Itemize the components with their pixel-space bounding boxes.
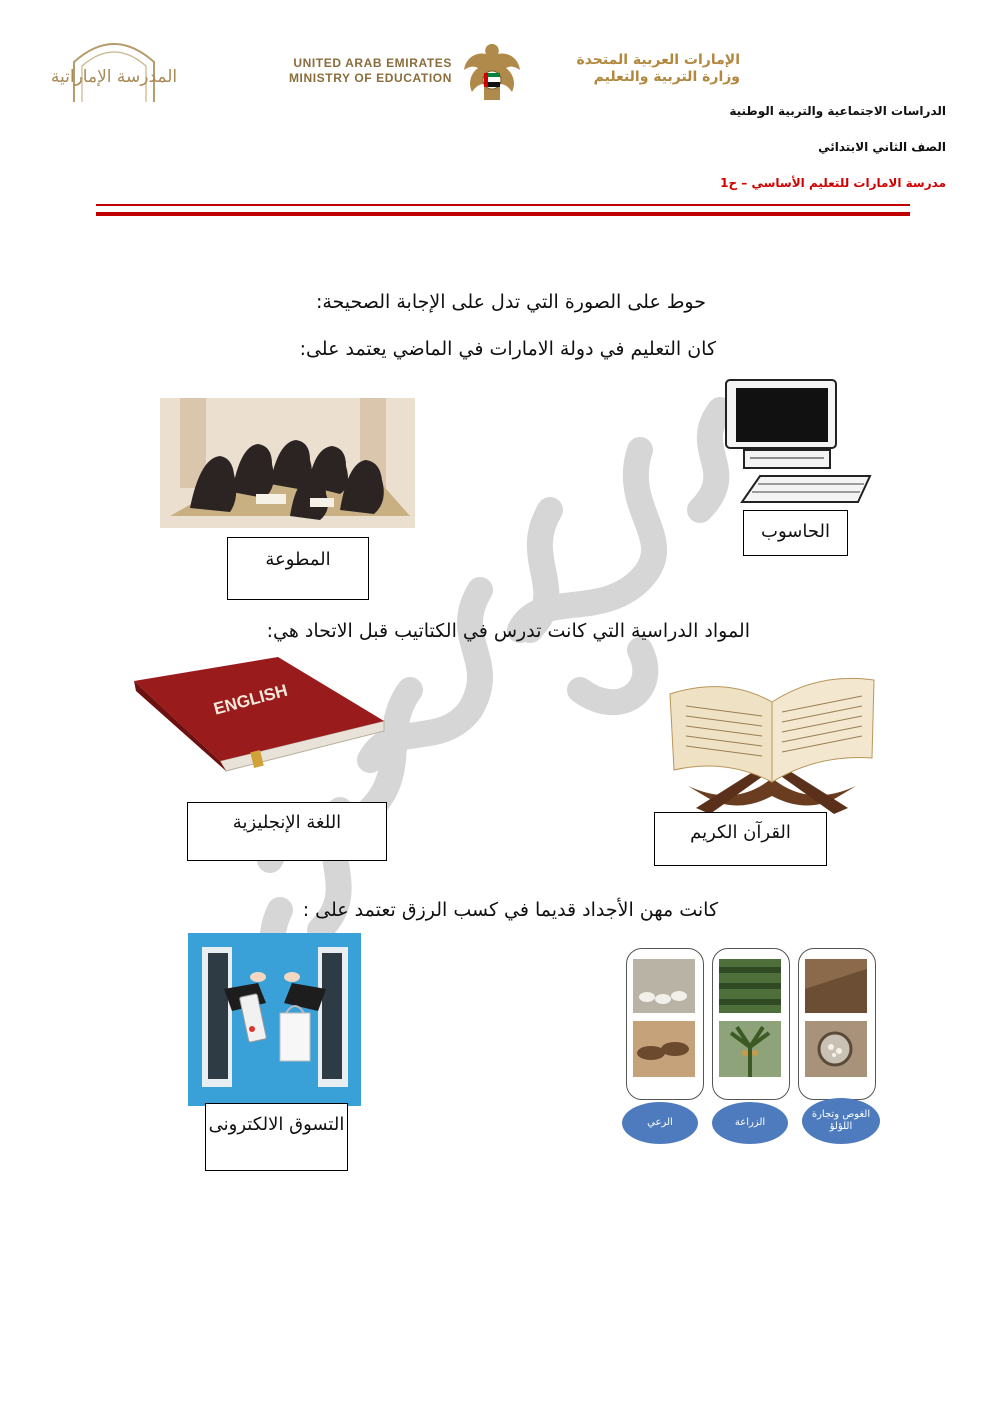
mutawaa-class-image[interactable] (160, 398, 415, 528)
option-eshopping-box[interactable] (205, 1103, 348, 1171)
ministry-ar-line-1: الإمارات العربية المتحدة (576, 52, 740, 68)
school-logo (50, 32, 178, 104)
option-eshopping-label: التسوق الالكترونى (208, 1114, 345, 1135)
school-logo-text: المدرسة الإماراتية (50, 67, 178, 87)
uae-emblem-icon (460, 40, 524, 104)
computer-image[interactable] (720, 378, 876, 506)
traditional-jobs-collage[interactable] (618, 944, 886, 1144)
farming-card (712, 948, 790, 1100)
ministry-en-line-2: MINISTRY OF EDUCATION (288, 71, 452, 85)
english-book-image[interactable] (128, 655, 388, 773)
online-shopping-image[interactable] (188, 933, 361, 1106)
option-computer-label: الحاسوب (761, 521, 830, 542)
oval-grazing: الرعي (622, 1102, 698, 1144)
ministry-ar-line-2: وزارة التربية والتعليم (593, 69, 740, 85)
option-mutawaa-label: المطوعة (265, 549, 331, 570)
diving-pearl-card (798, 948, 876, 1100)
question-2-text: المواد الدراسية التي كانت تدرس في الكتاتيب قبل الاتحاد هي: (266, 620, 750, 642)
ministry-name-english (256, 56, 452, 86)
instructions-text: حوط على الصورة التي تدل على الإجابة الصحيحة: (315, 291, 706, 313)
option-mutawaa-box[interactable] (227, 537, 369, 600)
book-cover-text: ENGLISH (211, 680, 290, 719)
grade-line: الصف الثاني الابتدائي (818, 140, 946, 154)
quran-image[interactable] (666, 658, 878, 816)
grazing-card (626, 948, 704, 1100)
option-english-box[interactable] (187, 802, 387, 861)
ministry-en-line-1: UNITED ARAB EMIRATES (293, 56, 452, 70)
question-1-text: كان التعليم في دولة الامارات في الماضي يعتمد على: (299, 338, 716, 360)
oval-farming: الزراعة (712, 1102, 788, 1144)
school-line: مدرسة الامارات للتعليم الأساسي – ح1 (720, 176, 946, 190)
subject-line: الدراسات الاجتماعية والتربية الوطنية (729, 104, 946, 118)
option-english-label: اللغة الإنجليزية (232, 812, 342, 833)
ministry-name-arabic (540, 52, 740, 86)
option-quran-box[interactable] (654, 812, 827, 866)
option-computer-box[interactable] (743, 510, 848, 556)
question-3-text: كانت مهن الأجداد قديما في كسب الرزق تعتمد على : (302, 899, 718, 921)
option-quran-label: القرآن الكريم (690, 822, 791, 843)
oval-diving: الغوص وتجارة اللؤلؤ (802, 1098, 880, 1144)
header-divider (96, 204, 910, 216)
